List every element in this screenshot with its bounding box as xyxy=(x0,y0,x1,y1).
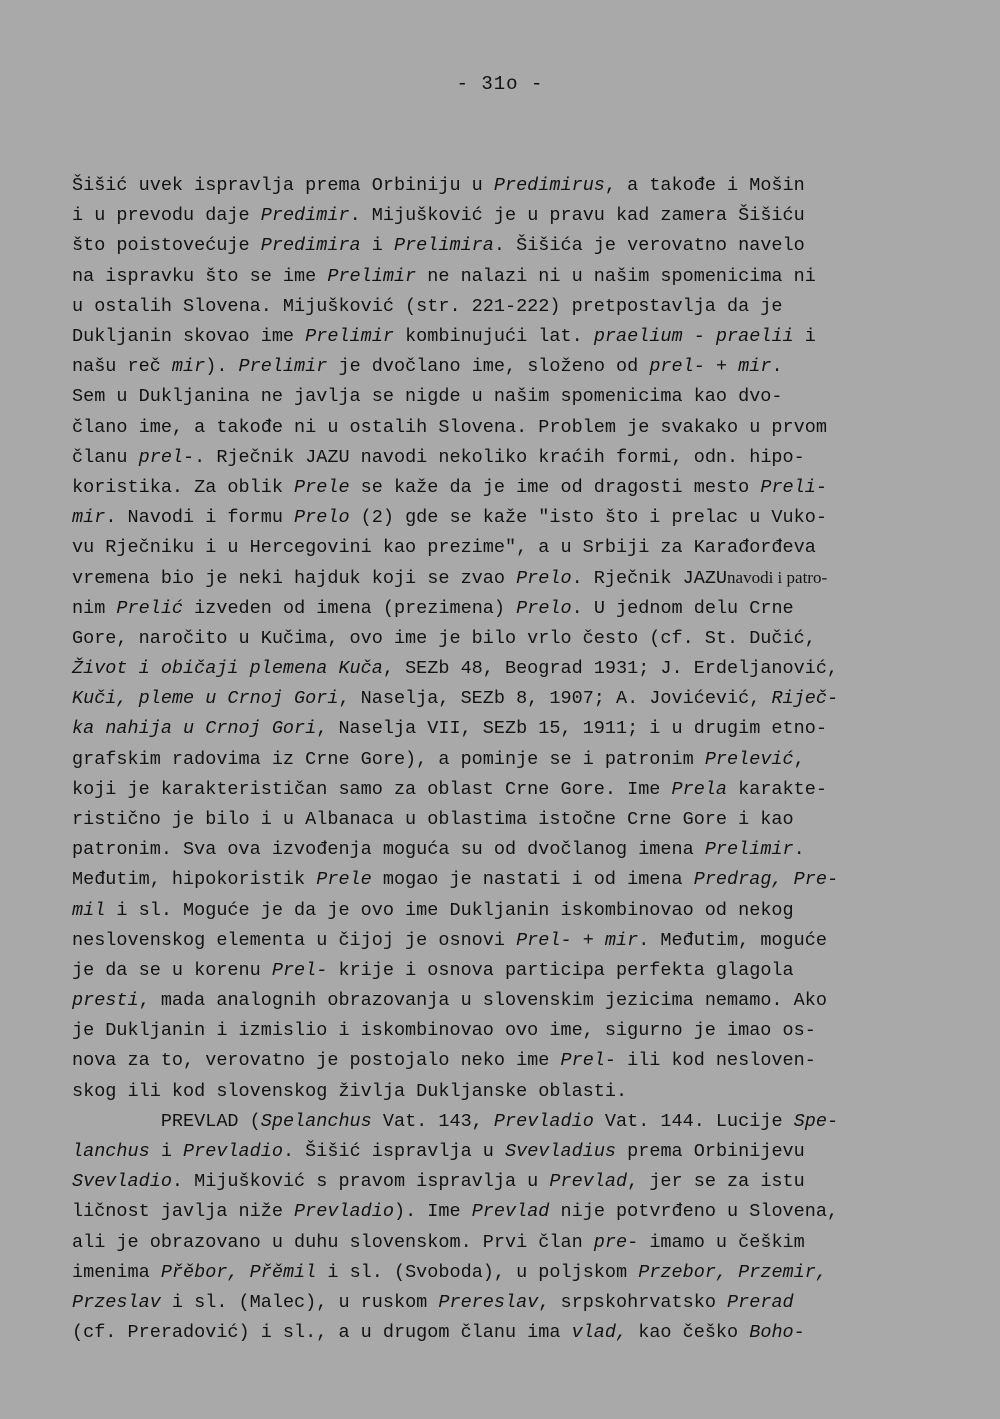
text-line xyxy=(72,1077,932,1107)
text-line xyxy=(72,231,932,261)
text-span: i sl. Moguće je da je ovo ime Dukljanin iskombinovao od nekog xyxy=(105,899,794,921)
text-line xyxy=(72,292,932,322)
italic-text: Prereslav xyxy=(438,1291,539,1313)
italic-text: Prevladio xyxy=(294,1201,394,1223)
text-line xyxy=(72,775,932,805)
text-span: ali je obrazovano u duhu slovenskom. Prvi član xyxy=(72,1231,594,1253)
text-span: neslovenskog elementa u čijoj je osnovi xyxy=(72,929,517,951)
text-span: , Naselja, SEZb 8, 1907; A. Jovićević, xyxy=(338,688,772,710)
text-span: ili kod nesloven- xyxy=(616,1050,816,1072)
italic-text: vlad, xyxy=(571,1322,628,1344)
text-span: ristično je bilo i u Albanaca u oblastima istočne Crne Gore i kao xyxy=(72,808,794,830)
italic-text: Prelimir xyxy=(327,265,417,287)
text-line xyxy=(72,262,932,292)
text-span: patronim. Sva ova izvođenja moguća su od dvočlanog imena xyxy=(72,839,705,861)
text-span: ne nalazi ni u našim spomenicima ni xyxy=(416,265,816,287)
text-span: grafskim radovima iz Crne Gore), a pominje se i patronim xyxy=(72,748,705,770)
text-span: izveden od imena (prezimena) xyxy=(183,597,517,619)
italic-text: Prele xyxy=(316,869,372,891)
text-line xyxy=(72,926,932,956)
text-span: PREVLAD ( xyxy=(72,1110,261,1132)
text-span: . Šišić ispravlja u xyxy=(282,1141,505,1162)
text-line xyxy=(72,1046,932,1076)
italic-text: Prevladio xyxy=(183,1141,283,1162)
italic-text: Predimir xyxy=(260,205,350,227)
text-line xyxy=(72,171,932,201)
text-line xyxy=(72,1107,932,1137)
text-span: se kaže da je ime od dragosti mesto xyxy=(349,476,761,498)
text-span: , mada analognih obrazovanja u slovenskim jezicima nemamo. Ako xyxy=(138,990,827,1012)
text-line xyxy=(72,1258,932,1288)
text-span: koji je karakterističan samo za oblast Crne Gore. Ime xyxy=(72,778,672,800)
italic-text: mir xyxy=(72,507,106,529)
text-span: je Dukljanin i izmislio i iskombinovao ovo ime, sigurno je imao os- xyxy=(72,1020,816,1042)
text-span: na ispravku što se ime xyxy=(72,265,328,287)
text-span: . Navodi i formu xyxy=(105,507,295,529)
text-line xyxy=(72,352,932,382)
text-line xyxy=(72,443,932,473)
italic-text: Przebor, Przemir, xyxy=(638,1261,827,1283)
text-span: i xyxy=(360,235,394,257)
text-span: krije i osnova participa perfekta glagola xyxy=(327,959,794,981)
italic-text: Prel- xyxy=(560,1050,616,1072)
italic-text: lanchus xyxy=(72,1141,150,1162)
text-line xyxy=(72,684,932,714)
text-span: imenima xyxy=(72,1261,161,1283)
text-span: Vat. 143, xyxy=(371,1110,494,1132)
text-span: , SEZb 48, Beograd 1931; J. Erdeljanović, xyxy=(382,658,839,679)
italic-text: Prelić xyxy=(116,597,184,619)
italic-text: praelium - praelii xyxy=(593,325,794,347)
italic-text: Spe- xyxy=(793,1110,839,1132)
text-span: ). Ime xyxy=(393,1201,472,1223)
page-number: - 31o - xyxy=(456,73,544,95)
italic-text: Boho- xyxy=(749,1322,805,1344)
text-span: ). xyxy=(205,356,239,378)
text-line xyxy=(72,533,932,563)
text-span: i xyxy=(149,1141,184,1162)
text-span: imamo u češkim xyxy=(638,1231,805,1253)
text-line xyxy=(72,594,932,624)
italic-text: Predrag, Pre- xyxy=(693,869,839,891)
italic-text: Spelanchus xyxy=(260,1110,372,1132)
text-line xyxy=(72,986,932,1016)
italic-text: Přěbor, Přěmil xyxy=(160,1261,317,1283)
text-line xyxy=(72,896,932,926)
italic-text: Prelo xyxy=(294,507,350,529)
italic-text: Život i običaji plemena Kuča xyxy=(72,658,383,679)
italic-text: mir xyxy=(171,356,206,378)
text-span: . xyxy=(793,839,805,861)
italic-text: Kuči, pleme u Crnoj Gori xyxy=(72,688,339,710)
body-text xyxy=(72,171,932,1348)
text-span: Sem u Dukljanina ne javlja se nigde u našim spomenicima kao dvo- xyxy=(72,386,783,408)
italic-text: Preli- xyxy=(760,476,827,498)
italic-text: pre- xyxy=(593,1231,639,1253)
italic-text: Prevlad xyxy=(471,1201,550,1223)
text-line xyxy=(72,413,932,443)
italic-text: Prerad xyxy=(727,1291,794,1313)
text-line xyxy=(72,563,932,593)
text-span: . Šišića je verovatno navelo xyxy=(493,235,805,257)
text-span: mogao je nastati i od imena xyxy=(371,869,694,891)
text-line xyxy=(72,1197,932,1227)
italic-text: Prelimir xyxy=(305,325,394,347)
italic-text: mil xyxy=(72,899,106,921)
italic-text: Prelo xyxy=(516,597,572,619)
text-span: , srpskohrvatsko xyxy=(538,1291,728,1313)
text-span: ličnost javlja niže xyxy=(72,1201,295,1223)
italic-text: Prelimir xyxy=(238,356,328,378)
text-span: Dukljanin skovao ime xyxy=(72,325,306,347)
text-span: . Rječnik JAZU navodi nekoliko kraćih formi, odn. hipo- xyxy=(194,446,805,468)
text-line xyxy=(72,322,932,352)
text-span: skog ili kod slovenskog življa Dukljanske oblasti. xyxy=(72,1080,628,1102)
italic-text: Predimira xyxy=(260,235,361,257)
text-line xyxy=(72,1137,932,1167)
text-span: člano ime, a takođe ni u ostalih Slovena. Problem je svakako u prvom xyxy=(72,416,827,438)
text-span: . Rječnik JAZU xyxy=(571,568,728,590)
text-span: u ostalih Slovena. Mijušković (str. 221-222) pretpostavlja da je xyxy=(72,295,783,317)
text-span: je dvočlano ime, složeno od xyxy=(327,356,650,378)
text-span: nova za to, verovatno je postojalo neko ime xyxy=(72,1050,561,1072)
text-span: nim xyxy=(72,597,117,619)
text-line xyxy=(72,714,932,744)
italic-text: prel- xyxy=(138,446,195,468)
text-span: nije potvrđeno u Slovena, xyxy=(549,1201,839,1223)
text-span: Šišić uvek ispravlja prema Orbiniju u xyxy=(72,175,494,196)
text-line xyxy=(72,1318,932,1348)
text-span: vremena bio je neki hajduk koji se zvao xyxy=(72,568,517,590)
text-span: , xyxy=(793,748,805,770)
text-span: . Mijušković je u pravu kad zamera Šišiću xyxy=(349,205,805,227)
text-span: vu Rječniku i u Hercegovini kao prezime", a u Srbiji za Karađorđeva xyxy=(72,537,816,559)
text-span: Vat. 144. Lucije xyxy=(593,1110,794,1132)
text-line xyxy=(72,1228,932,1258)
text-line xyxy=(72,1288,932,1318)
text-line xyxy=(72,956,932,986)
italic-text: Prelević xyxy=(704,748,794,770)
text-span: (cf. Preradović) i sl., a u drugom članu ima xyxy=(72,1322,572,1344)
text-span: . xyxy=(771,356,783,378)
italic-text: Riječ- xyxy=(771,688,839,710)
text-line xyxy=(72,835,932,865)
text-span: prema Orbinijevu xyxy=(616,1141,805,1162)
text-span: kao češko xyxy=(627,1322,750,1344)
text-line xyxy=(72,382,932,412)
italic-text: Prevlad xyxy=(549,1171,628,1193)
italic-text: Predimirus xyxy=(493,175,605,196)
italic-text: Przeslav xyxy=(72,1291,161,1313)
italic-text: Svevladius xyxy=(505,1141,617,1162)
text-span: karakte- xyxy=(727,778,827,800)
italic-text: prel- + mir xyxy=(649,356,772,378)
text-line xyxy=(72,805,932,835)
italic-text: Prelimira xyxy=(393,235,494,257)
italic-text: Prel- + mir xyxy=(516,929,639,951)
text-span: . U jednom delu Crne xyxy=(571,597,794,619)
italic-text: ka nahija u Crnoj Gori xyxy=(72,718,317,740)
text-span: i u prevodu daje xyxy=(72,205,261,227)
text-span: Gore, naročito u Kučima, ovo ime je bilo vrlo često (cf. St. Dučić, xyxy=(72,627,816,649)
text-span: našu reč xyxy=(72,356,172,378)
text-line xyxy=(72,745,932,775)
text-line xyxy=(72,1167,932,1197)
text-span: što poistovećuje xyxy=(72,235,261,257)
text-line xyxy=(72,473,932,503)
text-line xyxy=(72,1016,932,1046)
italic-text: Prevladio xyxy=(493,1110,594,1132)
text-line xyxy=(72,865,932,895)
text-line xyxy=(72,654,932,684)
text-span: članu xyxy=(72,446,139,468)
italic-text: presti xyxy=(72,990,139,1012)
text-span: , a takođe i Mošin xyxy=(604,175,805,196)
text-span: koristika. Za oblik xyxy=(72,476,295,498)
text-span: . Međutim, moguće xyxy=(638,929,827,951)
text-span: i sl. (Svoboda), u poljskom xyxy=(316,1261,639,1283)
italic-text: Prel- xyxy=(271,959,328,981)
text-line xyxy=(72,503,932,533)
text-span: i xyxy=(793,325,816,347)
italic-text: Prela xyxy=(671,778,728,800)
text-line xyxy=(72,624,932,654)
text-span: , jer se za istu xyxy=(627,1171,805,1193)
italic-text: Prelimir xyxy=(704,839,794,861)
margin-note: navodi i patro- xyxy=(727,568,828,588)
text-span: . Mijušković s pravom ispravlja u xyxy=(171,1171,550,1193)
italic-text: Svevladio xyxy=(72,1171,172,1193)
text-line xyxy=(72,201,932,231)
text-span: Međutim, hipokoristik xyxy=(72,869,317,891)
text-span: kombinujući lat. xyxy=(393,325,594,347)
text-span: , Naselja VII, SEZb 15, 1911; i u drugim etno- xyxy=(316,718,827,740)
text-span: je da se u korenu xyxy=(72,959,272,981)
italic-text: Prele xyxy=(294,476,350,498)
text-span: (2) gde se kaže "isto što i prelac u Vuko- xyxy=(349,507,827,529)
italic-text: Prelo xyxy=(516,568,572,590)
text-span: i sl. (Malec), u ruskom xyxy=(160,1291,439,1313)
